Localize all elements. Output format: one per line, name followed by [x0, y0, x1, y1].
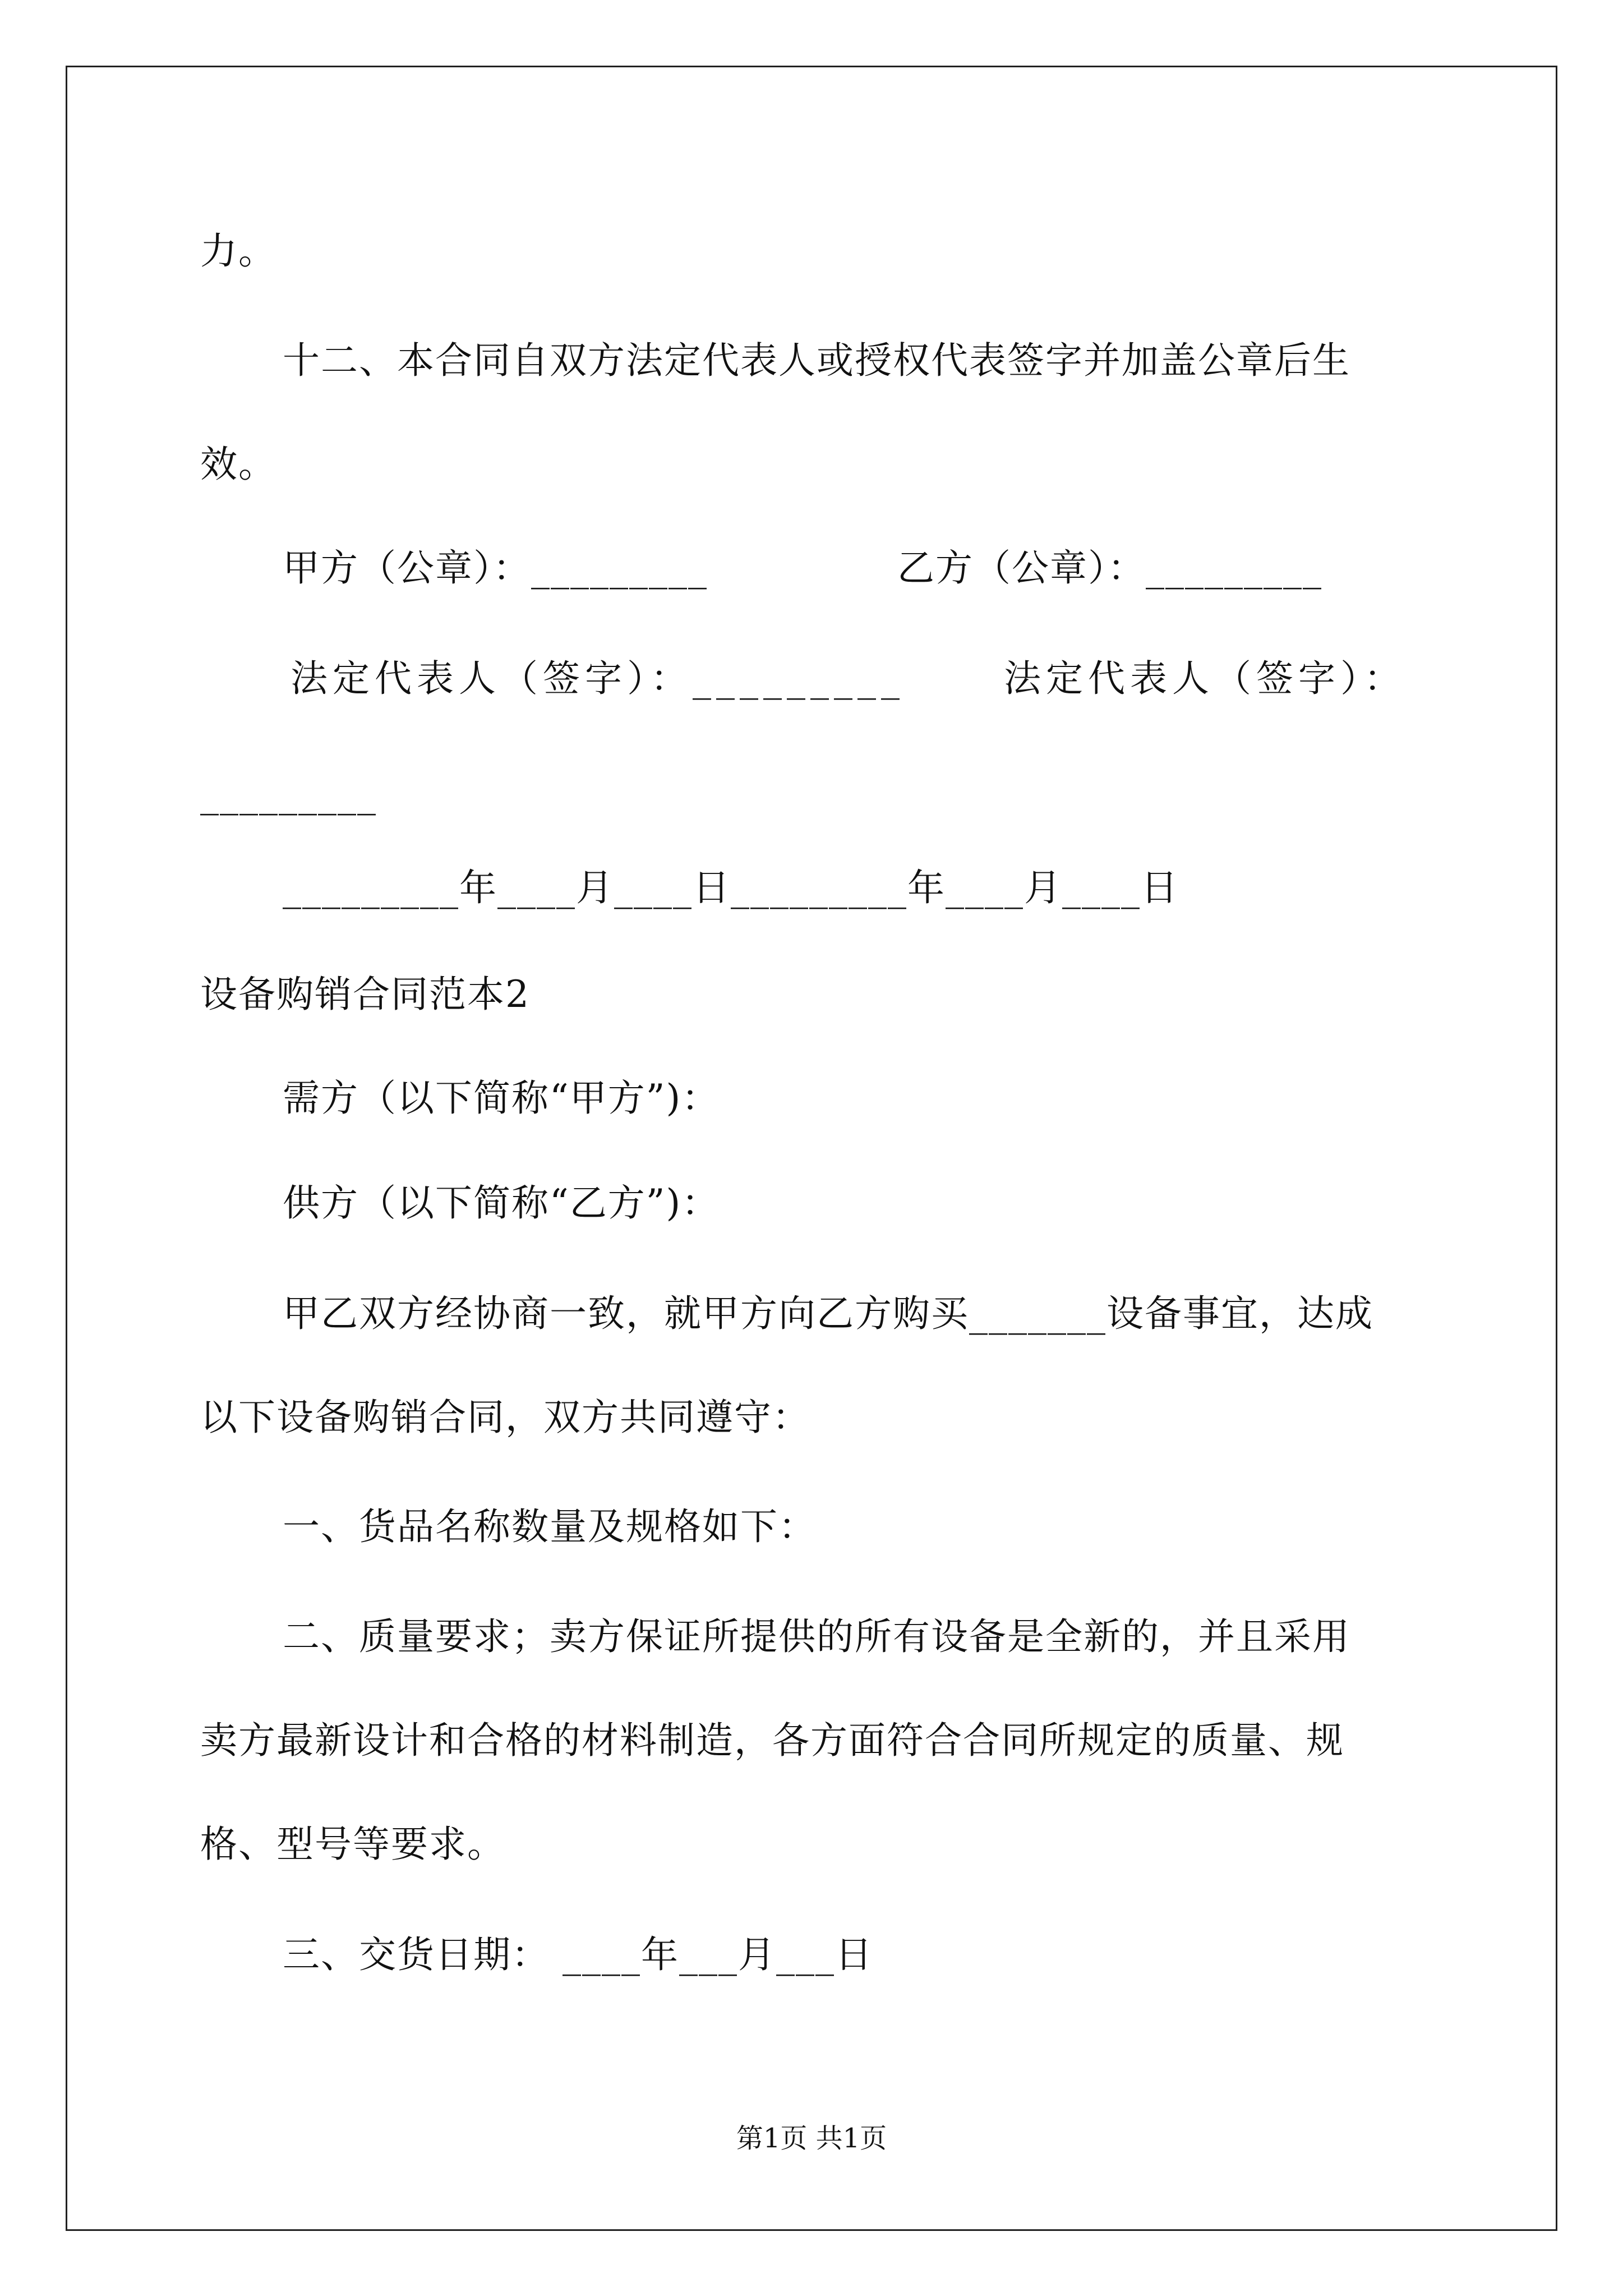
text-line: 力。	[200, 229, 276, 273]
page-border	[66, 66, 1557, 2231]
date-line: _________年____月____日_________年____月____日	[283, 866, 1179, 909]
party-a-seal-line: 甲方（公章）：_________	[283, 546, 708, 590]
party-b-representative-line: 法定代表人（签字）：	[1004, 657, 1406, 700]
party-b-seal-line: 乙方（公章）：_________	[897, 546, 1322, 590]
text-line: 格、型号等要求。	[200, 1823, 505, 1866]
text-line: 效。	[200, 443, 276, 486]
text-line: 十二、本合同自双方法定代表人或授权代表签字并加盖公章后生	[283, 339, 1350, 382]
clause-line: 二、质量要求；卖方保证所提供的所有设备是全新的，并且采用	[283, 1615, 1350, 1658]
section-title: 设备购销合同范本2	[200, 973, 530, 1016]
clause-line: 三、交货日期： ____年___月___日	[283, 1933, 873, 1976]
clause-line: 一、货品名称数量及规格如下：	[283, 1505, 817, 1548]
text-line: 卖方最新设计和合格的材料制造，各方面符合合同所规定的质量、规	[200, 1719, 1344, 1762]
page-number-footer: 第1页 共1页	[736, 2123, 887, 2154]
supplier-line: 供方（以下简称“乙方”)：	[283, 1181, 720, 1225]
buyer-line: 需方（以下简称“甲方”)：	[283, 1076, 720, 1120]
text-line: 以下设备购销合同，双方共同遵守：	[200, 1396, 810, 1439]
party-a-representative-line: 法定代表人（签字）：_________	[291, 657, 905, 700]
text-line: 甲乙双方经协商一致，就甲方向乙方购买_______设备事宜，达成	[283, 1292, 1373, 1335]
signature-blank: _________	[200, 772, 377, 816]
